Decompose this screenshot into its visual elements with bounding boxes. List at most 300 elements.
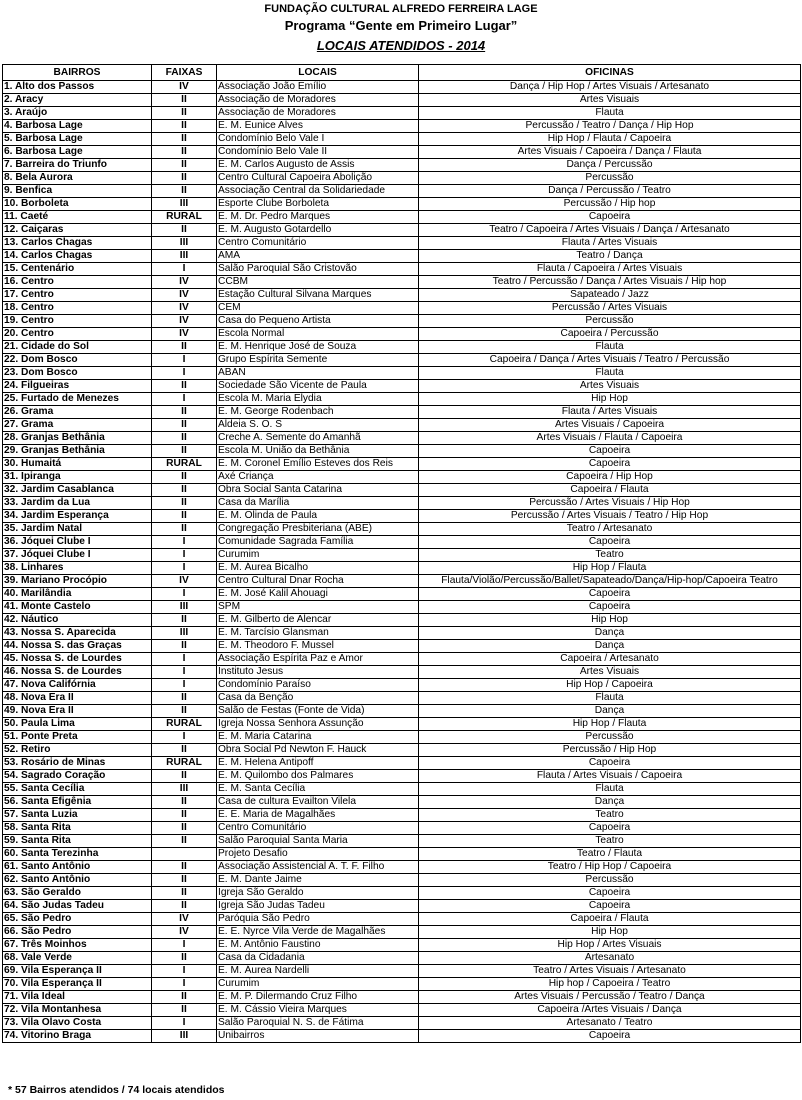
cell-oficinas: Flauta [419,367,801,380]
cell-local: Igreja São Judas Tadeu [217,900,419,913]
cell-oficinas: Sapateado / Jazz [419,289,801,302]
table-body [3,81,801,1043]
table-row [3,380,801,393]
table-row [3,588,801,601]
cell-faixa: IV [152,328,217,341]
table-row [3,146,801,159]
cell-faixa: II [152,900,217,913]
cell-faixa: RURAL [152,211,217,224]
cell-local: Salão Paroquial Santa Maria [217,835,419,848]
cell-local: Centro Comunitário [217,822,419,835]
cell-local: Axé Criança [217,471,419,484]
cell-oficinas: Capoeira [419,536,801,549]
cell-local: Unibairros [217,1030,419,1043]
cell-bairro: 41. Monte Castelo [3,601,152,614]
cell-local: Casa do Pequeno Artista [217,315,419,328]
table-row [3,861,801,874]
table-row [3,354,801,367]
cell-oficinas: Capoeira / Dança / Artes Visuais / Teatro / Percussão [419,354,801,367]
footnote: * 57 Bairros atendidos / 74 locais atendidos [8,1084,225,1096]
cell-oficinas: Hip hop / Capoeira / Teatro [419,978,801,991]
table-row [3,991,801,1004]
cell-bairro: 9. Benfica [3,185,152,198]
table-row [3,887,801,900]
cell-bairro: 63. São Geraldo [3,887,152,900]
cell-local: E. M. Eunice Alves [217,120,419,133]
cell-faixa: I [152,965,217,978]
cell-oficinas: Artes Visuais / Flauta / Capoeira [419,432,801,445]
cell-oficinas: Artes Visuais [419,666,801,679]
cell-local: Igreja Nossa Senhora Assunção [217,718,419,731]
cell-faixa: IV [152,302,217,315]
table-row [3,471,801,484]
table-row [3,263,801,276]
cell-oficinas: Artes Visuais [419,380,801,393]
cell-faixa: RURAL [152,718,217,731]
cell-bairro: 23. Dom Bosco [3,367,152,380]
cell-bairro: 15. Centenário [3,263,152,276]
table-row [3,848,801,861]
cell-oficinas: Hip Hop / Flauta [419,562,801,575]
table-row [3,913,801,926]
cell-local: Projeto Desafio [217,848,419,861]
cell-oficinas: Hip Hop [419,926,801,939]
cell-local: CCBM [217,276,419,289]
cell-faixa: I [152,978,217,991]
cell-faixa: II [152,705,217,718]
cell-bairro: 24. Filgueiras [3,380,152,393]
table-row [3,822,801,835]
cell-local: E. M. Helena Antipoff [217,757,419,770]
cell-faixa: II [152,94,217,107]
cell-bairro: 68. Vale Verde [3,952,152,965]
cell-oficinas: Teatro / Percussão / Dança / Artes Visuais / Hip hop [419,276,801,289]
cell-faixa: II [152,185,217,198]
table-row [3,484,801,497]
cell-oficinas: Hip Hop / Flauta [419,718,801,731]
cell-bairro: 50. Paula Lima [3,718,152,731]
cell-faixa: RURAL [152,458,217,471]
table-row [3,627,801,640]
table-row [3,276,801,289]
cell-oficinas: Capoeira [419,588,801,601]
cell-local: Obra Social Pd Newton F. Hauck [217,744,419,757]
cell-faixa: II [152,445,217,458]
document-title: LOCAIS ATENDIDOS - 2014 [316,38,486,53]
cell-local: Escola Normal [217,328,419,341]
cell-faixa: II [152,770,217,783]
cell-faixa: III [152,1030,217,1043]
table-row [3,523,801,536]
cell-local: E. M. José Kalil Ahouagi [217,588,419,601]
table-row [3,445,801,458]
cell-faixa: III [152,250,217,263]
cell-bairro: 11. Caeté [3,211,152,224]
cell-bairro: 71. Vila Ideal [3,991,152,1004]
cell-oficinas: Percussão / Artes Visuais / Teatro / Hip Hop [419,510,801,523]
cell-faixa: I [152,549,217,562]
cell-oficinas: Flauta [419,692,801,705]
cell-bairro: 58. Santa Rita [3,822,152,835]
table-row [3,1004,801,1017]
cell-faixa: RURAL [152,757,217,770]
cell-faixa: II [152,692,217,705]
cell-oficinas: Teatro / Hip Hop / Capoeira [419,861,801,874]
cell-local: Obra Social Santa Catarina [217,484,419,497]
table-row [3,497,801,510]
cell-oficinas: Artesanato / Teatro [419,1017,801,1030]
cell-oficinas: Capoeira /Artes Visuais / Dança [419,1004,801,1017]
cell-oficinas: Teatro / Artesanato [419,523,801,536]
cell-bairro: 69. Vila Esperança II [3,965,152,978]
cell-bairro: 38. Linhares [3,562,152,575]
cell-bairro: 57. Santa Luzia [3,809,152,822]
cell-faixa: III [152,783,217,796]
cell-local: Condomínio Belo Vale I [217,133,419,146]
cell-oficinas: Flauta/Violão/Percussão/Ballet/Sapateado/Dança/Hip-hop/Capoeira Teatro [419,575,801,588]
cell-faixa: IV [152,913,217,926]
cell-bairro: 17. Centro [3,289,152,302]
cell-local: Curumim [217,978,419,991]
cell-bairro: 21. Cidade do Sol [3,341,152,354]
cell-oficinas: Capoeira [419,757,801,770]
cell-local: E. M. Olinda de Paula [217,510,419,523]
cell-bairro: 66. São Pedro [3,926,152,939]
cell-faixa: II [152,419,217,432]
cell-local: E. M. Cássio Vieira Marques [217,1004,419,1017]
cell-faixa: III [152,601,217,614]
cell-local: E. M. Áurea Bicalho [217,562,419,575]
cell-faixa: I [152,393,217,406]
cell-local: Associação de Moradores [217,94,419,107]
table-row [3,562,801,575]
cell-oficinas: Dança / Percussão [419,159,801,172]
cell-faixa: II [152,120,217,133]
cell-bairro: 28. Granjas Bethânia [3,432,152,445]
cell-oficinas: Teatro / Flauta [419,848,801,861]
cell-oficinas: Artes Visuais [419,94,801,107]
cell-local: E. M. P. Dilermando Cruz Filho [217,991,419,1004]
cell-oficinas: Dança [419,705,801,718]
cell-faixa: II [152,874,217,887]
cell-faixa: III [152,198,217,211]
cell-oficinas: Capoeira / Flauta [419,484,801,497]
table-row [3,549,801,562]
table-row [3,237,801,250]
table-row [3,341,801,354]
locations-table [2,64,801,1043]
cell-faixa: II [152,172,217,185]
cell-local: Estação Cultural Silvana Marques [217,289,419,302]
cell-local: Centro Comunitário [217,237,419,250]
cell-oficinas: Capoeira / Hip Hop [419,471,801,484]
org-title: FUNDAÇÃO CULTURAL ALFREDO FERREIRA LAGE [264,3,538,15]
table-row [3,1030,801,1043]
table-row [3,653,801,666]
table-row [3,666,801,679]
cell-oficinas: Dança / Hip Hop / Artes Visuais / Artesanato [419,81,801,94]
cell-bairro: 4. Barbosa Lage [3,120,152,133]
table-row [3,536,801,549]
cell-local: E. M. Santa Cecília [217,783,419,796]
cell-local: Escola M. União da Bethânia [217,445,419,458]
cell-local: SPM [217,601,419,614]
cell-faixa: II [152,614,217,627]
cell-bairro: 30. Humaitá [3,458,152,471]
table-row [3,965,801,978]
cell-bairro: 55. Santa Cecília [3,783,152,796]
cell-faixa: IV [152,315,217,328]
table-row [3,601,801,614]
column-header-bairros: BAIRROS [3,65,152,81]
cell-bairro: 44. Nossa S. das Graças [3,640,152,653]
table-row [3,952,801,965]
cell-local: Comunidade Sagrada Família [217,536,419,549]
cell-faixa: II [152,497,217,510]
table-row [3,731,801,744]
cell-faixa: II [152,146,217,159]
cell-bairro: 19. Centro [3,315,152,328]
cell-oficinas: Teatro / Artes Visuais / Artesanato [419,965,801,978]
cell-local: Associação João Emílio [217,81,419,94]
table-row [3,315,801,328]
cell-bairro: 65. São Pedro [3,913,152,926]
cell-bairro: 72. Vila Montanhesa [3,1004,152,1017]
cell-bairro: 64. São Judas Tadeu [3,900,152,913]
table-row [3,679,801,692]
cell-oficinas: Teatro / Capoeira / Artes Visuais / Dança / Artesanato [419,224,801,237]
table-row [3,510,801,523]
table-row [3,172,801,185]
cell-oficinas: Dança [419,796,801,809]
cell-bairro: 62. Santo Antônio [3,874,152,887]
table-row [3,718,801,731]
cell-oficinas: Artesanato [419,952,801,965]
cell-bairro: 27. Grama [3,419,152,432]
cell-bairro: 2. Aracy [3,94,152,107]
cell-local: E. M. Coronel Emílio Esteves dos Reis [217,458,419,471]
cell-bairro: 37. Jóquei Clube I [3,549,152,562]
cell-faixa: I [152,263,217,276]
cell-bairro: 5. Barbosa Lage [3,133,152,146]
cell-faixa: III [152,237,217,250]
cell-bairro: 45. Nossa S. de Lourdes [3,653,152,666]
cell-bairro: 47. Nova Califórnia [3,679,152,692]
table-row [3,939,801,952]
cell-bairro: 67. Três Moinhos [3,939,152,952]
table-row [3,120,801,133]
cell-local: Curumim [217,549,419,562]
cell-local: E. M. Henrique José de Souza [217,341,419,354]
cell-local: Congregação Presbiteriana (ABE) [217,523,419,536]
cell-local: Condomínio Paraíso [217,679,419,692]
table-row [3,614,801,627]
cell-faixa: II [152,224,217,237]
cell-bairro: 39. Mariano Procópio [3,575,152,588]
cell-bairro: 20. Centro [3,328,152,341]
cell-bairro: 35. Jardim Natal [3,523,152,536]
cell-oficinas: Hip Hop [419,393,801,406]
cell-faixa: I [152,731,217,744]
column-header-faixas: FAIXAS [152,65,217,81]
cell-local: Grupo Espírita Semente [217,354,419,367]
table-row [3,432,801,445]
cell-faixa: I [152,562,217,575]
cell-local: E. M. Áurea Nardelli [217,965,419,978]
cell-bairro: 60. Santa Terezinha [3,848,152,861]
cell-faixa: I [152,653,217,666]
cell-bairro: 49. Nova Era II [3,705,152,718]
cell-faixa: II [152,432,217,445]
cell-oficinas: Flauta / Artes Visuais / Capoeira [419,770,801,783]
cell-local: E. M. Augusto Gotardello [217,224,419,237]
cell-local: AMA [217,250,419,263]
cell-local: E. M. Maria Catarina [217,731,419,744]
table-row [3,874,801,887]
cell-faixa: I [152,367,217,380]
cell-oficinas: Capoeira / Flauta [419,913,801,926]
cell-bairro: 56. Santa Efigênia [3,796,152,809]
cell-faixa: I [152,666,217,679]
table-row [3,744,801,757]
cell-oficinas: Percussão / Hip Hop [419,744,801,757]
cell-faixa: I [152,588,217,601]
program-title: Programa “Gente em Primeiro Lugar” [284,18,518,33]
cell-bairro: 22. Dom Bosco [3,354,152,367]
cell-faixa: II [152,809,217,822]
cell-faixa [152,848,217,861]
cell-faixa: IV [152,81,217,94]
cell-local: E. E. Maria de Magalhães [217,809,419,822]
cell-local: Associação Central da Solidariedade [217,185,419,198]
cell-oficinas: Teatro [419,809,801,822]
cell-faixa: II [152,133,217,146]
cell-oficinas: Capoeira [419,211,801,224]
cell-local: E. M. Dante Jaime [217,874,419,887]
cell-oficinas: Capoeira [419,458,801,471]
cell-bairro: 13. Carlos Chagas [3,237,152,250]
cell-local: E. M. Antônio Faustino [217,939,419,952]
table-row [3,289,801,302]
cell-bairro: 26. Grama [3,406,152,419]
cell-oficinas: Capoeira [419,822,801,835]
cell-oficinas: Flauta [419,341,801,354]
column-header-oficinas: OFICINAS [419,65,801,81]
cell-faixa: II [152,380,217,393]
cell-faixa: I [152,536,217,549]
cell-oficinas: Dança / Percussão / Teatro [419,185,801,198]
table-header-row [3,65,801,81]
cell-bairro: 59. Santa Rita [3,835,152,848]
cell-faixa: II [152,484,217,497]
table-row [3,367,801,380]
cell-bairro: 33. Jardim da Lua [3,497,152,510]
cell-faixa: II [152,640,217,653]
cell-bairro: 8. Bela Aurora [3,172,152,185]
cell-bairro: 70. Vila Esperança II [3,978,152,991]
table-row [3,783,801,796]
cell-local: Condomínio Belo Vale II [217,146,419,159]
cell-bairro: 36. Jóquei Clube I [3,536,152,549]
cell-oficinas: Flauta [419,783,801,796]
table-row [3,211,801,224]
cell-oficinas: Artes Visuais / Capoeira / Dança / Flauta [419,146,801,159]
cell-local: Associação Espírita Paz e Amor [217,653,419,666]
cell-local: Associação de Moradores [217,107,419,120]
cell-faixa: II [152,744,217,757]
table-row [3,692,801,705]
table-row [3,81,801,94]
table-row [3,328,801,341]
cell-faixa: II [152,523,217,536]
cell-local: ABAN [217,367,419,380]
cell-faixa: IV [152,276,217,289]
cell-oficinas: Artes Visuais / Percussão / Teatro / Dança [419,991,801,1004]
cell-oficinas: Hip Hop / Capoeira [419,679,801,692]
cell-faixa: II [152,406,217,419]
cell-faixa: II [152,341,217,354]
cell-faixa: I [152,679,217,692]
table-row [3,757,801,770]
cell-oficinas: Percussão [419,731,801,744]
cell-local: E. M. Tarcísio Glansman [217,627,419,640]
cell-bairro: 29. Granjas Bethânia [3,445,152,458]
table-row [3,705,801,718]
cell-local: Aldeia S. O. S [217,419,419,432]
cell-faixa: II [152,471,217,484]
cell-local: Instituto Jesus [217,666,419,679]
table-row [3,900,801,913]
cell-bairro: 46. Nossa S. de Lourdes [3,666,152,679]
cell-local: Centro Cultural Dnar Rocha [217,575,419,588]
table-row [3,419,801,432]
cell-local: E. M. George Rodenbach [217,406,419,419]
column-header-locais: LOCAIS [217,65,419,81]
cell-oficinas: Capoeira [419,601,801,614]
table-row [3,770,801,783]
table-row [3,198,801,211]
table-row [3,107,801,120]
cell-faixa: II [152,107,217,120]
table-row [3,575,801,588]
cell-bairro: 16. Centro [3,276,152,289]
cell-oficinas: Percussão [419,315,801,328]
table-row [3,926,801,939]
cell-oficinas: Hip Hop / Flauta / Capoeira [419,133,801,146]
cell-bairro: 74. Vitorino Braga [3,1030,152,1043]
table-row [3,835,801,848]
table-row [3,406,801,419]
cell-faixa: I [152,354,217,367]
cell-faixa: II [152,991,217,1004]
cell-local: Creche A. Semente do Amanhã [217,432,419,445]
cell-bairro: 14. Carlos Chagas [3,250,152,263]
cell-oficinas: Hip Hop / Artes Visuais [419,939,801,952]
cell-faixa: IV [152,926,217,939]
cell-bairro: 12. Caiçaras [3,224,152,237]
cell-faixa: I [152,1017,217,1030]
cell-faixa: III [152,627,217,640]
cell-faixa: II [152,510,217,523]
cell-faixa: II [152,796,217,809]
cell-bairro: 1. Alto dos Passos [3,81,152,94]
cell-oficinas: Teatro [419,835,801,848]
cell-bairro: 34. Jardim Esperança [3,510,152,523]
cell-oficinas: Flauta [419,107,801,120]
table-row [3,302,801,315]
cell-oficinas: Flauta / Artes Visuais [419,406,801,419]
cell-oficinas: Flauta / Artes Visuais [419,237,801,250]
